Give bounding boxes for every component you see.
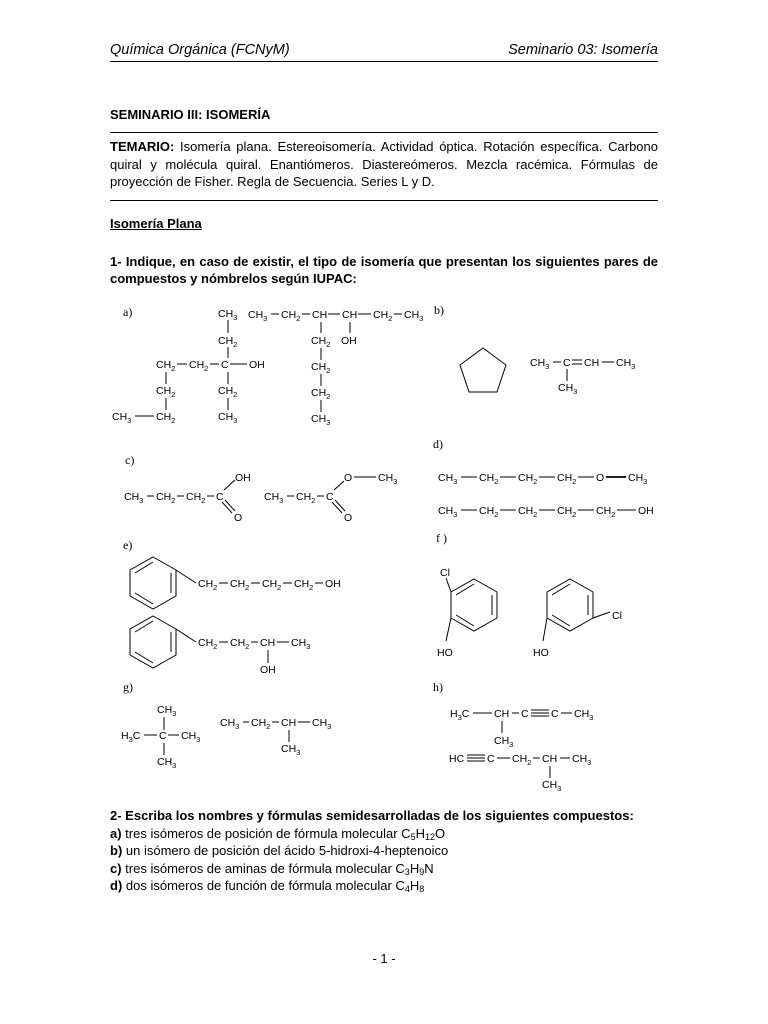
svg-text:OH: OH [249,359,265,371]
svg-text:CH: CH [342,309,358,321]
svg-text:CH3: $CH_3$ [574,708,594,722]
svg-text:OH: OH [260,664,276,676]
molecule-a-1 [112,308,268,425]
svg-text:HC: HC [449,753,465,765]
svg-text:O: O [344,472,353,484]
svg-text:CH2: $CH_2$ [156,385,176,399]
svg-text:O: O [234,512,243,524]
svg-text:CH3: $CH_3$ [542,779,562,793]
svg-text:CH2: $CH_2$ [311,335,331,349]
svg-text:CH2: $CH_2$ [373,309,393,323]
molecule-f-2 [533,579,622,659]
svg-text:CH2: $CH_2$ [311,361,331,375]
svg-text:CH2: $CH_2$ [596,505,616,519]
molecule-h-1 [450,708,593,749]
header-course-title: Química Orgánica (FCNyM) [110,42,290,58]
svg-text:CH2: $CH_2$ [230,637,250,651]
section-title: Isomería Plana [110,216,202,231]
question-2-item-a: a) tres isómeros de posición de fórmula molecular $C_5H_{12}O$ [110,825,446,842]
page-number: - 1 - [372,951,396,966]
svg-text:CH2: $CH_2$ [557,505,577,519]
svg-text:CH3: $CH_3$ [157,704,177,718]
svg-text:CH2: $CH_2$ [156,491,176,505]
molecule-b-1 [460,348,506,392]
svg-text:C: C [487,753,495,765]
svg-text:CH3: $CH_3$ [311,413,331,427]
header-seminar-title: Seminario 03: Isomería [508,42,658,58]
temario-text: Isomería plana. Estereoisomería. Actividad óptica. Rotación específica. Carbono quiral y molécula quiral. Enantiómeros. Diastereómeros. Mezcla racémica. Fórmulas de proyección de Fisher. Regla de Secuencia. Series L y D. [110,139,658,189]
molecule-d-1 [438,472,647,486]
svg-text:CH3: $CH_3$ [264,491,284,505]
svg-text:CH2: $CH_2$ [294,578,314,592]
pair-label-c: c) [125,453,135,467]
pair-label-h: h) [433,680,443,694]
svg-text:Cl: Cl [440,567,450,579]
molecule-b-2 [530,357,635,396]
svg-text:H3C: $H_3C$ [450,708,470,722]
svg-text:CH3: $CH_3$ [438,505,458,519]
pair-label-b: b) [434,303,444,317]
molecule-h-2 [449,753,591,793]
svg-text:CH3: $CH_3$ [558,382,578,396]
molecule-c-1 [124,472,251,524]
svg-text:CH3: $CH_3$ [220,717,240,731]
svg-text:CH: CH [312,309,328,321]
svg-text:O: O [344,512,353,524]
molecule-a-2 [248,309,423,427]
svg-text:CH3: $CH_3$ [181,730,201,744]
svg-text:CH3: $CH_3$ [628,472,648,486]
temario-label: TEMARIO: [110,139,175,154]
svg-text:CH2: $CH_2$ [218,335,238,349]
svg-text:CH3: $CH_3$ [312,717,332,731]
svg-text:CH2: $CH_2$ [518,505,538,519]
svg-text:CH3: $CH_3$ [218,308,238,322]
svg-text:O: O [596,472,605,484]
question-2-item-b: b) un isómero de posición del ácido 5-hidroxi-4-heptenoico [110,843,449,858]
svg-text:CH3: $CH_3$ [157,756,177,770]
svg-text:CH2: $CH_2$ [198,637,218,651]
question-1: 1- Indique, en caso de existir, el tipo de isomería que presentan los siguientes pares de compuestos y nómbrelos según IUPAC: [110,254,658,286]
svg-text:CH3: $CH_3$ [281,743,301,757]
question-2-item-d: d) dos isómeros de función de fórmula molecular $C_4H_8$ [110,878,425,894]
svg-text:CH2: $CH_2$ [479,505,499,519]
molecule-d-2 [438,505,654,519]
pair-label-a: a) [123,305,133,319]
svg-text:CH2: $CH_2$ [557,472,577,486]
svg-text:C: C [326,491,334,503]
svg-text:CH3: $CH_3$ [218,411,238,425]
molecule-e-1 [130,557,341,609]
question-2 [110,807,658,895]
svg-text:CH2: $CH_2$ [186,491,206,505]
svg-text:OH: OH [638,505,654,517]
svg-text:CH2: $CH_2$ [262,578,282,592]
svg-text:CH2: $CH_2$ [512,753,532,767]
svg-text:CH3: $CH_3$ [291,637,311,651]
svg-text:CH: CH [260,637,276,649]
svg-text:CH3: $CH_3$ [112,411,132,425]
svg-text:CH2: $CH_2$ [311,387,331,401]
pair-label-f: f ) [436,531,447,545]
molecule-g-2 [220,717,331,757]
svg-text:Cl: Cl [612,610,622,622]
question-2-title: 2- Escriba los nombres y fórmulas semidesarrolladas de los siguientes compuestos: [110,808,634,823]
svg-text:OH: OH [235,472,251,484]
svg-text:CH: CH [494,708,510,720]
svg-text:C: C [221,359,229,371]
svg-text:CH: CH [281,717,297,729]
svg-text:C: C [521,708,529,720]
molecule-c-2 [264,472,397,524]
question-2-item-c: c) tres isómeros de aminas de fórmula molecular $C_3H_9N$ [110,860,434,877]
svg-text:CH3: $CH_3$ [530,357,550,371]
svg-text:HO: HO [437,647,453,659]
svg-text:CH2: $CH_2$ [189,359,209,373]
svg-text:CH2: $CH_2$ [479,472,499,486]
svg-text:CH2: $CH_2$ [296,491,316,505]
page-title: SEMINARIO III: ISOMERÍA [110,107,271,122]
pair-label-g: g) [123,680,133,694]
svg-text:H3C: $H_3C$ [121,730,141,744]
svg-text:CH3: $CH_3$ [438,472,458,486]
pair-label-e: e) [123,538,133,552]
svg-text:CH2: $CH_2$ [518,472,538,486]
svg-text:C: C [159,730,167,742]
molecule-f-1 [437,567,497,659]
svg-text:C: C [551,708,559,720]
svg-text:HO: HO [533,647,549,659]
svg-text:CH2: $CH_2$ [156,411,176,425]
svg-text:CH2: $CH_2$ [218,385,238,399]
svg-text:CH3: $CH_3$ [494,735,514,749]
svg-text:CH3: $CH_3$ [404,309,424,323]
svg-text:CH3: $CH_3$ [124,491,144,505]
molecule-g-1 [121,704,200,770]
svg-text:CH3: $CH_3$ [248,309,268,323]
svg-text:CH3: $CH_3$ [572,753,592,767]
svg-text:CH2: $CH_2$ [230,578,250,592]
molecule-e-2 [130,616,310,676]
svg-text:CH3: $CH_3$ [378,472,398,486]
svg-text:CH2: $CH_2$ [156,359,176,373]
svg-text:CH2: $CH_2$ [198,578,218,592]
pair-label-d: d) [433,437,443,451]
svg-text:CH3: $CH_3$ [616,357,636,371]
svg-text:CH2: $CH_2$ [281,309,301,323]
svg-text:OH: OH [325,578,341,590]
svg-text:C: C [563,357,571,369]
svg-text:CH: CH [542,753,558,765]
svg-text:CH: CH [584,357,600,369]
svg-text:C: C [216,491,224,503]
svg-text:CH2: $CH_2$ [251,717,271,731]
svg-text:OH: OH [341,335,357,347]
